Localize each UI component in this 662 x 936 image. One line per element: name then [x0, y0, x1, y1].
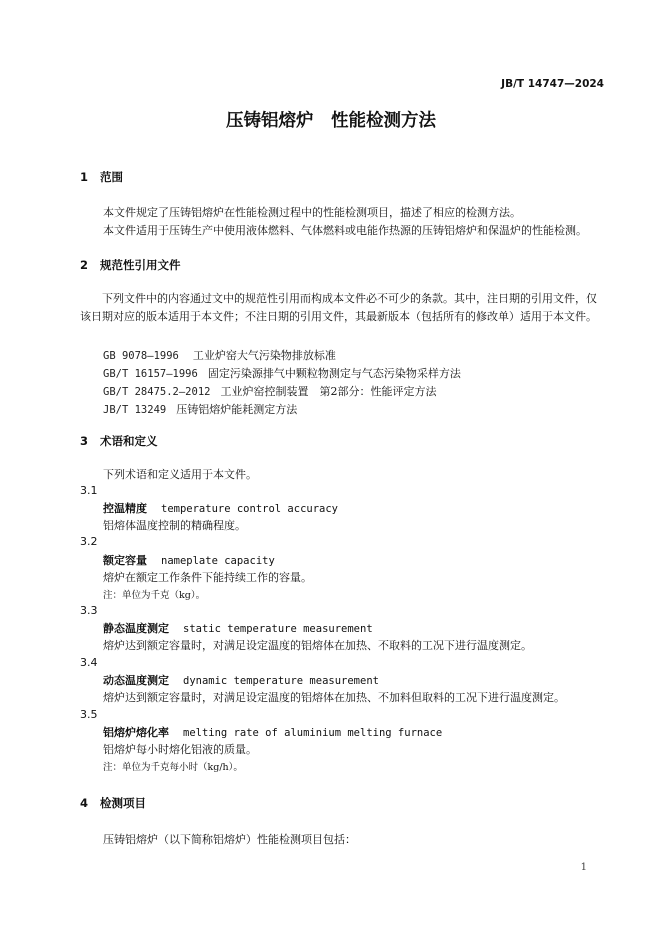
scope-paragraph-1: 本文件规定了压铸铝熔炉在性能检测过程中的性能检测项目，描述了相应的检测方法。 [103, 206, 521, 219]
reference-code: GB/T 16157—1996 [103, 368, 198, 380]
term-heading [103, 552, 275, 568]
section-3-heading [80, 433, 158, 449]
references-intro-text: 下列文件中的内容通过文中的规范性引用而构成本文件必不可少的条款。其中，注日期的引用文件，仅该日期对应的版本适用于本文件；不注日期的引用文件，其最新版本（包括所有的修改单）适用于本文件。 [80, 292, 597, 323]
reference-code: GB/T 28475.2—2012 [103, 386, 211, 398]
reference-title: 固定污染源排气中颗粒物测定与气态污染物采样方法 [207, 367, 461, 380]
term-heading [103, 672, 379, 688]
term-number: 3.2 [80, 535, 98, 548]
section-title: 检测项目 [100, 796, 146, 810]
term-heading [103, 724, 442, 740]
term-zh: 静态温度测定 [103, 622, 169, 635]
reference-title: 工业炉窑大气污染物排放标准 [192, 349, 336, 362]
section-number: 1 [80, 170, 89, 184]
reference-item [103, 362, 461, 381]
section-title: 术语和定义 [100, 434, 158, 448]
term-heading [103, 500, 338, 516]
term-zh: 控温精度 [103, 502, 147, 515]
term-en: temperature control accuracy [161, 503, 339, 515]
reference-item [103, 398, 297, 417]
section-number: 3 [80, 434, 89, 448]
section-2-heading [80, 257, 181, 273]
term-note: 注：单位为千克每小时（kg/h）。 [103, 762, 243, 773]
reference-item [103, 344, 336, 363]
term-definition: 熔炉达到额定容量时，对满足设定温度的铝熔体在加热、不加料但取料的工况下进行温度测定。 [103, 691, 565, 704]
term-zh: 额定容量 [103, 554, 147, 567]
term-definition: 铝熔炉每小时熔化铝液的质量。 [103, 743, 257, 756]
term-zh: 动态温度测定 [103, 674, 169, 687]
term-number: 3.4 [80, 656, 98, 669]
term-number: 3.5 [80, 708, 98, 721]
section-1-heading [80, 169, 123, 185]
test-items-intro: 压铸铝熔炉（以下简称铝熔炉）性能检测项目包括： [103, 833, 356, 846]
scope-paragraph-2: 本文件适用于压铸生产中使用液体燃料、气体燃料或电能作热源的压铸铝熔炉和保温炉的性能检测。 [103, 224, 587, 237]
document-number: JB/T 14747—2024 [501, 78, 604, 90]
section-number: 2 [80, 258, 89, 272]
term-definition: 铝熔体温度控制的精确程度。 [103, 519, 246, 532]
page-number: 1 [580, 862, 587, 873]
section-title: 范围 [100, 170, 123, 184]
term-number: 3.3 [80, 604, 98, 617]
reference-code: JB/T 13249 [103, 404, 167, 416]
term-definition: 熔炉在额定工作条件下能持续工作的容量。 [103, 571, 312, 584]
term-en: nameplate capacity [161, 555, 275, 567]
section-title: 规范性引用文件 [100, 258, 181, 272]
term-number: 3.1 [80, 484, 98, 497]
section-4-heading [80, 795, 146, 811]
term-en: dynamic temperature measurement [183, 675, 379, 687]
term-zh: 铝熔炉熔化率 [103, 726, 169, 739]
terms-intro: 下列术语和定义适用于本文件。 [103, 468, 257, 481]
reference-title: 工业炉窑控制装置 第2部分：性能评定方法 [220, 385, 437, 398]
references-intro [80, 290, 600, 326]
section-number: 4 [80, 796, 89, 810]
reference-item [103, 380, 436, 399]
reference-code: GB 9078—1996 [103, 350, 179, 362]
term-heading [103, 620, 373, 636]
term-note: 注：单位为千克（kg）。 [103, 590, 206, 601]
term-en: melting rate of aluminium melting furnace [183, 727, 443, 739]
term-definition: 熔炉达到额定容量时，对满足设定温度的铝熔体在加热、不取料的工况下进行温度测定。 [103, 639, 532, 652]
document-title: 压铸铝熔炉 性能检测方法 [226, 111, 436, 131]
reference-title: 压铸铝熔炉能耗测定方法 [176, 403, 298, 416]
term-en: static temperature measurement [183, 623, 373, 635]
